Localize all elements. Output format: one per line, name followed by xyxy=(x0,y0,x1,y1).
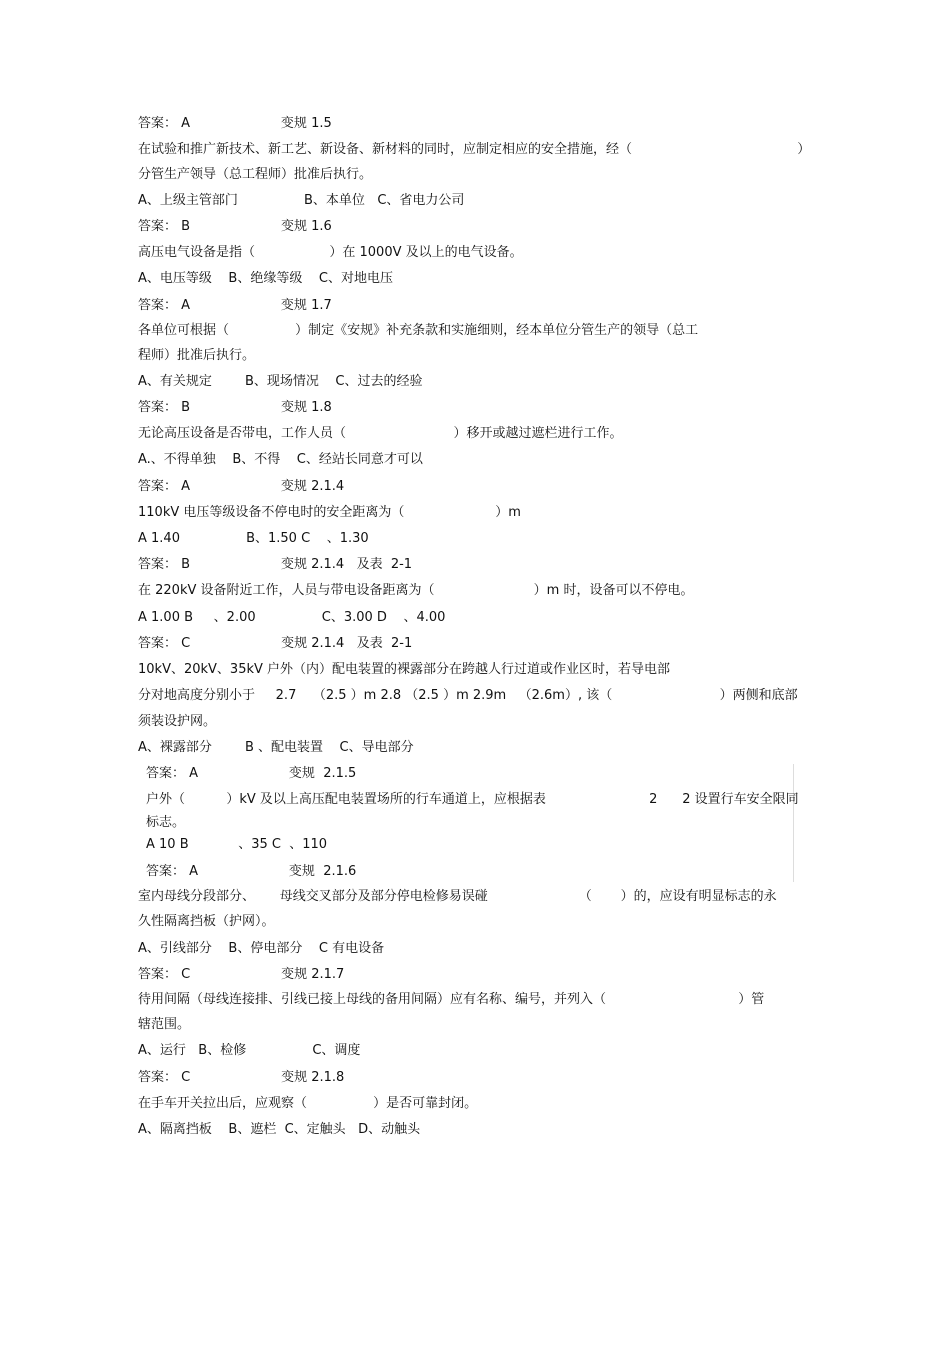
question-text: 户外（ ）kV 及以上高压配电装置场所的行车通道上，应根据表 2 2 设置行车安全限同 xyxy=(146,792,799,807)
question-text: 10kV、20kV、35kV 户外（内）配电装置的裸露部分在跨越人行过道或作业区时，若导电部 xyxy=(138,662,671,677)
options-line: A 1.00 B 、2.00 C、3.00 D 、4.00 xyxy=(138,610,446,625)
answer-line: 答案： B 变规 1.6 xyxy=(138,219,332,234)
question-text: 各单位可根据（ ）制定《安规》补充条款和实施细则，经本单位分管生产的领导（总工 xyxy=(138,323,699,338)
question-text: 在试验和推广新技术、新工艺、新设备、新材料的同时，应制定相应的安全措施，经（ ） xyxy=(138,142,811,157)
options-line: A.、不得单独 B、不得 C、经站长同意才可以 xyxy=(138,452,423,467)
options-line: A、引线部分 B、停电部分 C 有电设备 xyxy=(138,941,385,956)
answer-line: 答案： C 变规 2.1.4 及表 2-1 xyxy=(138,636,413,651)
options-line: A、有关规定 B、现场情况 C、过去的经验 xyxy=(138,374,423,389)
question-text: 无论高压设备是否带电，工作人员（ ）移开或越过遮栏进行工作。 xyxy=(138,426,623,441)
question-text: 须装设护网。 xyxy=(138,714,217,729)
answer-line: 答案： A 变规 1.5 xyxy=(138,116,332,131)
options-line: A 10 B 、35 C 、110 xyxy=(146,837,328,852)
margin-rule xyxy=(793,764,794,882)
question-text: 110kV 电压等级设备不停电时的安全距离为（ ）m xyxy=(138,505,521,520)
answer-line: 答案： C 变规 2.1.8 xyxy=(138,1070,345,1085)
answer-line: 答案： B 变规 2.1.4 及表 2-1 xyxy=(138,557,413,572)
answer-line: 答案： A 变规 2.1.4 xyxy=(138,479,345,494)
question-text: 程师）批准后执行。 xyxy=(138,348,256,363)
options-line: A、隔离挡板 B、遮栏 C、定触头 D、动触头 xyxy=(138,1122,421,1137)
options-line: A、裸露部分 B 、配电装置 C、导电部分 xyxy=(138,740,414,755)
answer-line: 答案： C 变规 2.1.7 xyxy=(138,967,345,982)
options-line: A 1.40 B、1.50 C 、1.30 xyxy=(138,531,369,546)
question-text: 标志。 xyxy=(146,815,186,830)
question-text: 在 220kV 设备附近工作，人员与带电设备距离为（ ）m 时，设备可以不停电。 xyxy=(138,583,694,598)
options-line: A、电压等级 B、绝缘等级 C、对地电压 xyxy=(138,271,393,286)
question-text: 辖范围。 xyxy=(138,1017,191,1032)
answer-line: 答案： A 变规 2.1.6 xyxy=(146,864,357,879)
question-text: 分管生产领导（总工程师）批准后执行。 xyxy=(138,167,373,182)
question-text: 室内母线分段部分、 母线交叉部分及部分停电检修易误碰 （ ）的，应设有明显标志的永 xyxy=(138,889,777,904)
question-text: 久性隔离挡板（护网）。 xyxy=(138,914,275,929)
answer-line: 答案： B 变规 1.8 xyxy=(138,400,332,415)
answer-line: 答案： A 变规 1.7 xyxy=(138,298,332,313)
options-line: A、上级主管部门 B、本单位 C、省电力公司 xyxy=(138,193,465,208)
question-text: 分对地高度分别小于 2.7 （2.5 ）m 2.8 （2.5 ）m 2.9m （2.6m）, 该（ ）两侧和底部 xyxy=(138,688,798,703)
answer-line: 答案： A 变规 2.1.5 xyxy=(146,766,357,781)
question-text: 高压电气设备是指（ ）在 1000V 及以上的电气设备。 xyxy=(138,245,523,260)
question-text: 在手车开关拉出后，应观察（ ）是否可靠封闭。 xyxy=(138,1096,478,1111)
options-line: A、运行 B、检修 C、调度 xyxy=(138,1043,361,1058)
question-text: 待用间隔（母线连接排、引线已接上母线的备用间隔）应有名称、编号，并列入（ ）管 xyxy=(138,992,765,1007)
